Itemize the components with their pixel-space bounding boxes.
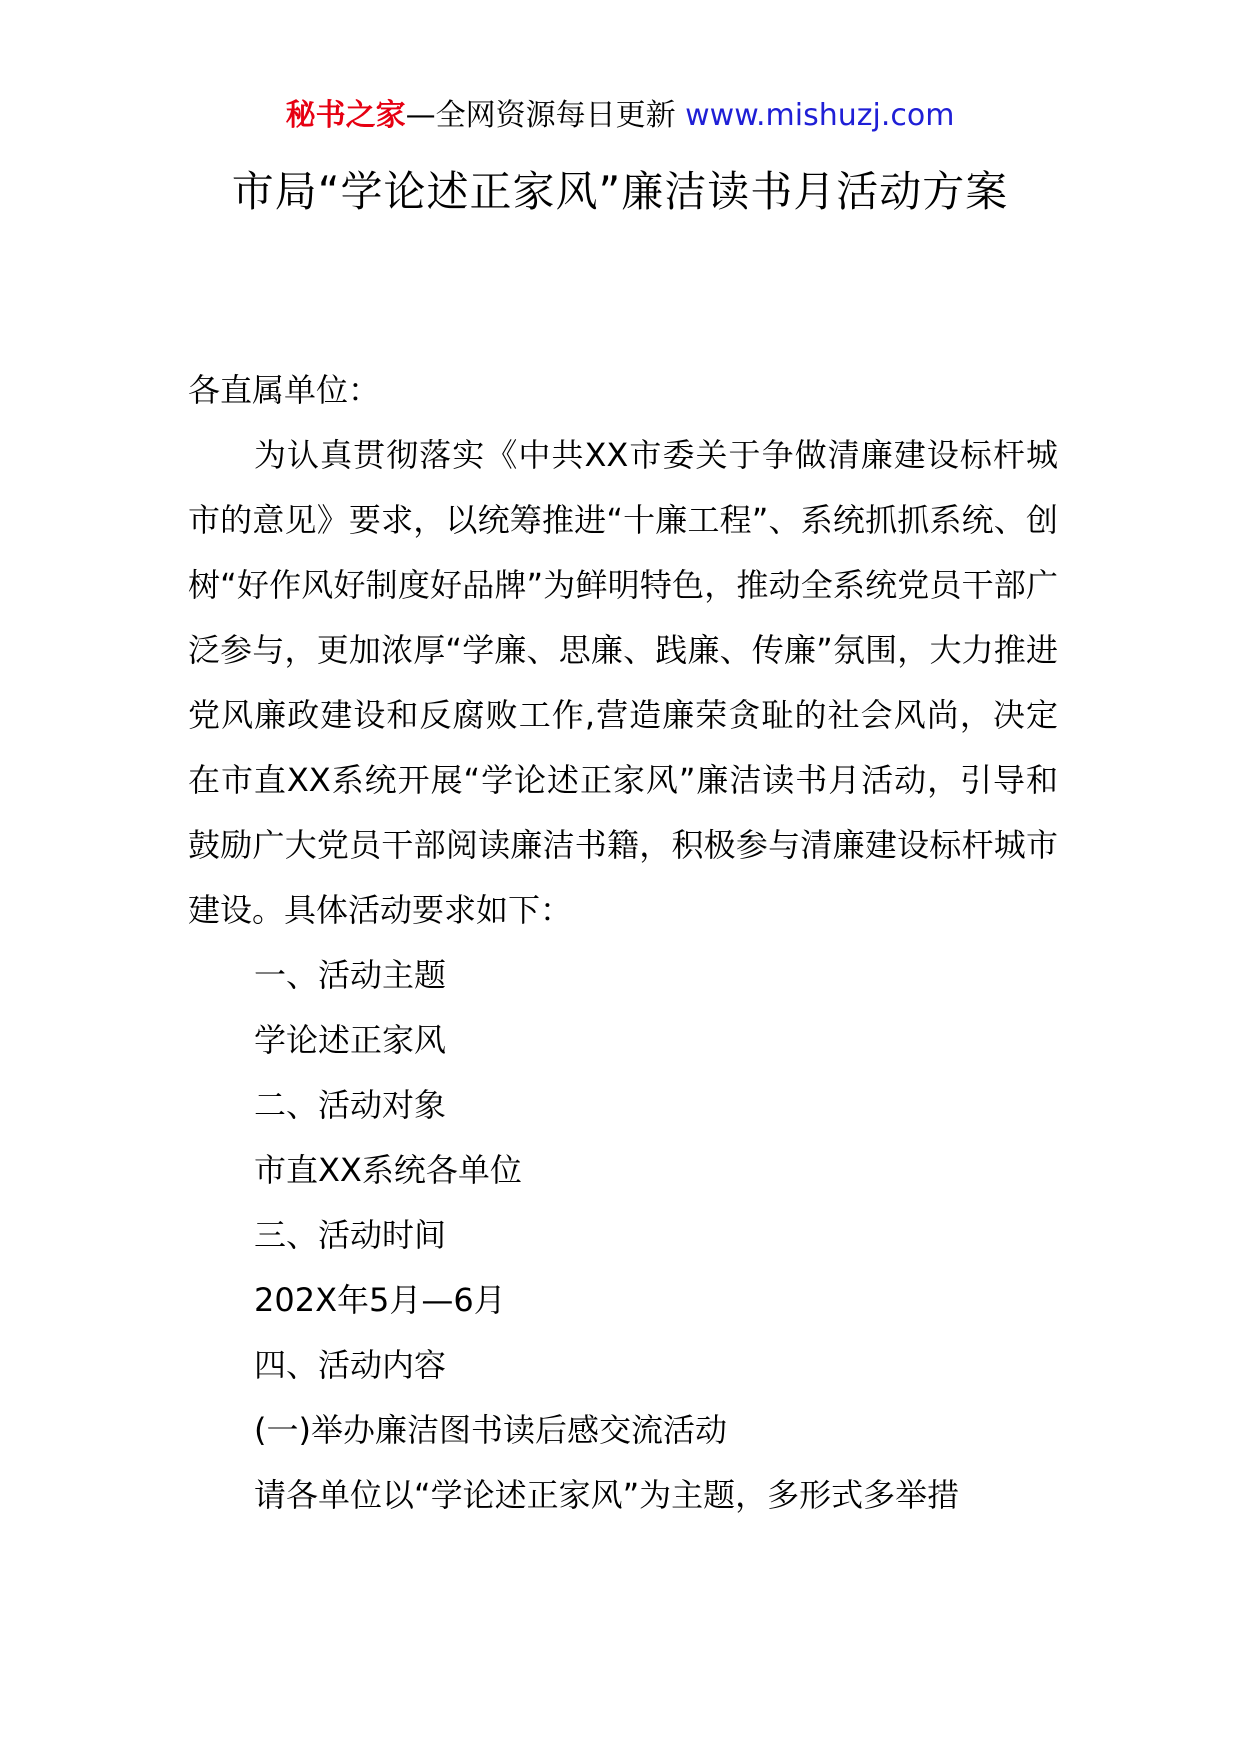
subsection-body-reading-exchange: 请各单位以“学论述正家风”为主题，多形式多举措 bbox=[254, 1476, 960, 1514]
subsection-heading-reading-exchange: (一)举办廉洁图书读后感交流活动 bbox=[254, 1411, 727, 1449]
intro-paragraph: 为认真贯彻落实《中共XX市委关于争做清廉建设标杆城市的意见》要求，以统筹推进“十廉工程”、系统抓抓系统、创树“好作风好制度好品牌”为鲜明特色，推动全系统党员干部广泛参与，更加浓厚“学廉、思廉、践廉、传廉”氛围，大力推进党风廉政建设和反腐败工作,营造廉荣贪耻的社会风尚，决定在市直XX系统开展“学论述正家风”廉洁读书月活动，引导和鼓励广大党员干部阅读廉洁书籍，积极参与清廉建设标杆城市建设。具体活动要求如下： bbox=[188, 436, 1058, 929]
document-title: 市局“学论述正家风”廉洁读书月活动方案 bbox=[231, 167, 1009, 216]
section-body-time: 202X年5月—6月 bbox=[254, 1281, 506, 1319]
section-heading-target: 二、活动对象 bbox=[254, 1086, 447, 1124]
salutation: 各直属单位： bbox=[188, 371, 381, 409]
section-heading-time: 三、活动时间 bbox=[254, 1216, 447, 1254]
section-heading-content: 四、活动内容 bbox=[254, 1346, 447, 1384]
site-brand: 秘书之家 bbox=[285, 98, 406, 133]
section-body-theme: 学论述正家风 bbox=[254, 1021, 447, 1059]
site-url-link[interactable]: www.mishuzj.com bbox=[685, 98, 955, 133]
document-body bbox=[188, 358, 1058, 1528]
site-header bbox=[0, 96, 1240, 136]
section-heading-theme: 一、活动主题 bbox=[254, 956, 447, 994]
section-body-target: 市直XX系统各单位 bbox=[254, 1151, 522, 1189]
site-slogan: —全网资源每日更新 bbox=[405, 98, 686, 133]
